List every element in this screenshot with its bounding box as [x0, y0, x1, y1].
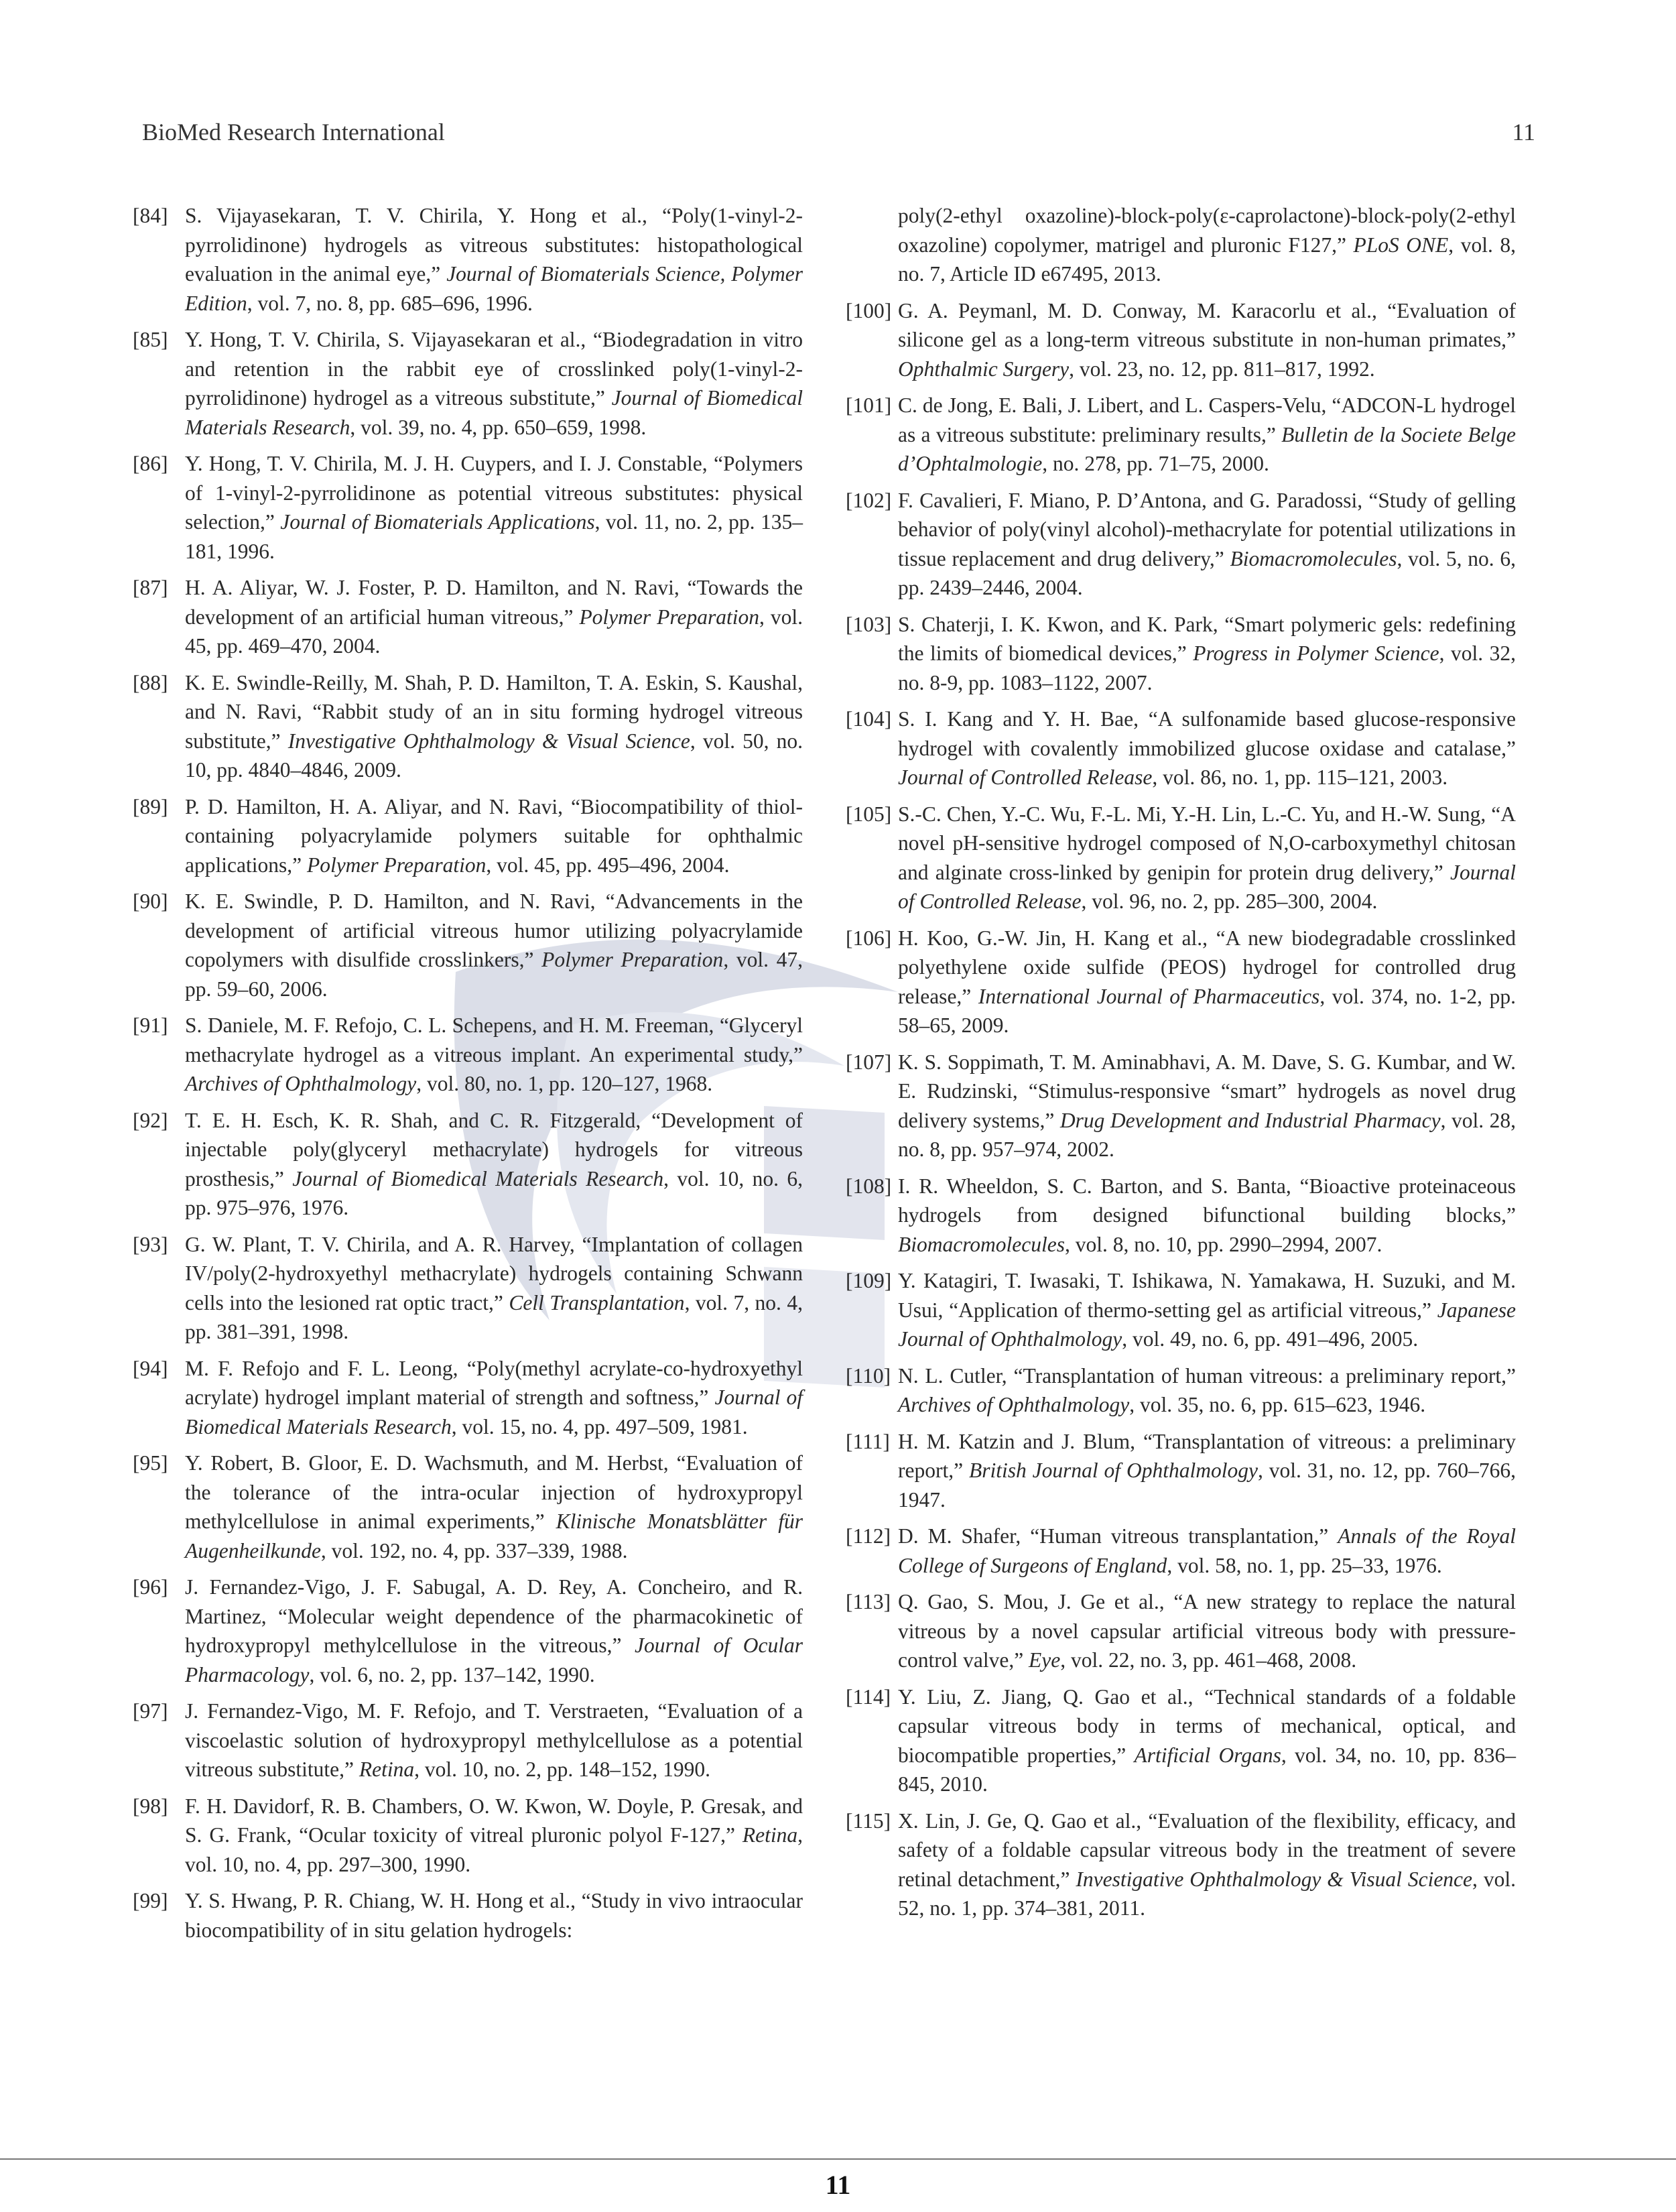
reference-title: “Biocompatibility of thiol-containing polyacrylamide polymers suitable for ophthalmic applications,”	[185, 794, 803, 877]
reference-title: “Application of thermo-setting gel as artificial vitreous,”	[949, 1298, 1437, 1322]
reference-number: [109]	[846, 1269, 892, 1292]
reference-details: , vol. 10, no. 4, pp. 297–300, 1990.	[185, 1823, 803, 1876]
reference-authors: G. W. Plant, T. V. Chirila, and A. R. Harvey,	[185, 1232, 582, 1256]
reference-title: “Transplantation of vitreous: a preliminary report,”	[898, 1429, 1517, 1482]
reference-details: , vol. 7, no. 4, pp. 381–391, 1998.	[185, 1290, 803, 1343]
reference-details: , vol. 86, no. 1, pp. 115–121, 2003.	[1152, 765, 1448, 789]
reference-title: “A sulfonamide based glucose-responsive hydrogel with covalently immobilized glucose oxidase and catalase,”	[898, 707, 1516, 760]
reference-source: Retina	[742, 1823, 798, 1847]
reference-details: , vol. 58, no. 1, pp. 25–33, 1976.	[1167, 1553, 1442, 1577]
reference-title: “A new biodegradable crosslinked polyethylene oxide sulfide (PEOS) hydrogel for controlled drug release,”	[898, 926, 1516, 1008]
reference-authors: T. E. H. Esch, K. R. Shah, and C. R. Fitzgerald,	[185, 1108, 652, 1132]
reference-source: Polymer Preparation	[579, 605, 759, 629]
reference-source: Biomacromolecules	[1230, 546, 1397, 570]
reference-title: “Bioactive proteinaceous hydrogels from designed bifunctional building blocks,”	[898, 1174, 1516, 1227]
reference-authors: H. A. Aliyar, W. J. Foster, P. D. Hamilton, and N. Ravi,	[185, 576, 688, 599]
reference-title: “Poly(1-vinyl-2-pyrrolidinone) hydrogels as vitreous substitutes: histopathological evaluation in the animal eye,”	[185, 204, 803, 286]
reference-title: “Evaluation of the tolerance of the intra-ocular injection of hydroxypropyl methylcellulose in animal experiments,”	[185, 1451, 803, 1533]
reference-authors: S. Chaterji, I. K. Kwon, and K. Park,	[898, 612, 1225, 636]
reference-source: Journal of Controlled Release	[898, 860, 1516, 913]
reference-entry	[846, 1427, 1516, 1515]
reference-source: International Journal of Pharmaceutics	[978, 984, 1320, 1008]
reference-details: , vol. 11, no. 2, pp. 135–181, 1996.	[185, 510, 803, 563]
reference-number: [110]	[846, 1363, 891, 1388]
reference-source: Investigative Ophthalmology & Visual Science	[287, 729, 690, 753]
reference-authors: Y. S. Hwang, P. R. Chiang, W. H. Hong et al.,	[185, 1889, 582, 1912]
reference-source: Investigative Ophthalmology & Visual Science	[1076, 1867, 1473, 1891]
reference-number: [101]	[846, 393, 892, 417]
reference-title: “Poly(methyl acrylate-co-hydroxyethyl acrylate) hydrogel implant material of strength and softness,”	[185, 1356, 803, 1409]
reference-number: [97]	[133, 1699, 168, 1723]
reference-number: [90]	[133, 889, 168, 913]
reference-details: , no. 278, pp. 71–75, 2000.	[1042, 452, 1269, 475]
reference-authors: P. D. Hamilton, H. A. Aliyar, and N. Ravi,	[185, 794, 571, 818]
reference-number: [103]	[846, 612, 892, 636]
reference-number: [100]	[846, 298, 892, 322]
reference-entry	[846, 486, 1516, 603]
reference-entry	[846, 391, 1516, 479]
reference-source: PLoS ONE	[1353, 233, 1449, 257]
reference-entry	[133, 1449, 803, 1565]
reference-entry	[133, 887, 803, 1003]
header-page-number: 11	[1512, 119, 1535, 145]
reference-authors: S. I. Kang and Y. H. Bae,	[898, 707, 1149, 731]
reference-authors: Y. Liu, Z. Jiang, Q. Gao et al.,	[898, 1684, 1205, 1709]
reference-entry	[846, 1361, 1516, 1420]
reference-authors: S.-C. Chen, Y.-C. Wu, F.-L. Mi, Y.-H. Lin, L.-C. Yu, and H.-W. Sung,	[898, 802, 1492, 826]
reference-title: “Evaluation of the flexibility, efficacy, and safety of a foldable capsular vitreous body in the treatment of severe retinal detachment,”	[898, 1808, 1516, 1891]
reference-title: “Ocular toxicity of vitreal pluronic polyol F-127,”	[299, 1823, 743, 1847]
reference-details: , vol. 28, no. 8, pp. 957–974, 2002.	[898, 1108, 1516, 1161]
reference-number: [94]	[133, 1356, 168, 1380]
reference-authors: H. Koo, G.-W. Jin, H. Kang et al.,	[898, 926, 1216, 950]
reference-number: [88]	[133, 670, 168, 694]
reference-entry	[133, 1011, 803, 1099]
reference-entry	[846, 800, 1516, 916]
reference-number: [95]	[133, 1451, 168, 1475]
reference-number: [104]	[846, 707, 892, 731]
reference-entry	[133, 1886, 803, 1945]
reference-number: [96]	[133, 1575, 168, 1599]
reference-entry	[133, 1354, 803, 1442]
reference-details: , vol. 23, no. 12, pp. 811–817, 1992.	[1069, 357, 1375, 381]
reference-source: Artificial Organs	[1134, 1743, 1281, 1767]
journal-name: BioMed Research International	[142, 119, 445, 145]
reference-title: “Study of gelling behavior of poly(vinyl alcohol)-methacrylate for potential utilizations in tissue replacement and drug delivery,”	[898, 488, 1516, 570]
reference-authors: F. H. Davidorf, R. B. Chambers, O. W. Kwon, W. Doyle, P. Gresak, and S. G. Frank,	[185, 1794, 803, 1847]
reference-source: Eye	[1029, 1648, 1061, 1672]
reference-authors: J. Fernandez-Vigo, M. F. Refojo, and T. Verstraeten,	[185, 1699, 658, 1723]
reference-number: [102]	[846, 488, 892, 512]
reference-number: [108]	[846, 1174, 892, 1198]
reference-number: [93]	[133, 1232, 168, 1256]
reference-details: , vol. 32, no. 8-9, pp. 1083–1122, 2007.	[898, 641, 1516, 694]
reference-details: , vol. 49, no. 6, pp. 491–496, 2005.	[1122, 1327, 1419, 1351]
reference-number: [92]	[133, 1108, 168, 1132]
reference-title: “Advancements in the development of artificial vitreous humor utilizing polyacrylamide copolymers with disulfide crosslinkers,”	[185, 889, 803, 971]
reference-details: , vol. 52, no. 1, pp. 374–381, 2011.	[898, 1867, 1516, 1920]
reference-entry	[846, 296, 1516, 384]
reference-number: [107]	[846, 1050, 892, 1074]
reference-details: , vol. 192, no. 4, pp. 337–339, 1988.	[320, 1538, 628, 1562]
reference-entry	[846, 1048, 1516, 1164]
reference-source: Japanese Journal of Ophthalmology	[898, 1298, 1516, 1351]
reference-details: , vol. 10, no. 6, pp. 975–976, 1976.	[185, 1166, 803, 1219]
reference-authors: K. E. Swindle-Reilly, M. Shah, P. D. Hamilton, T. A. Eskin, S. Kaushal, and N. Ravi,	[185, 670, 803, 723]
reference-number: [114]	[846, 1684, 891, 1709]
reference-authors: C. de Jong, E. Bali, J. Libert, and L. Caspers-Velu,	[898, 393, 1332, 417]
reference-source: Progress in Polymer Science	[1193, 641, 1439, 665]
running-header	[142, 118, 1535, 158]
reference-title: “ADCON-L hydrogel as a vitreous substitute: preliminary results,”	[898, 393, 1516, 446]
reference-authors: Y. Hong, T. V. Chirila, S. Vijayasekaran et al.,	[185, 328, 593, 351]
reference-number: [84]	[133, 204, 168, 227]
reference-entry	[133, 573, 803, 661]
reference-details: , vol. 6, no. 2, pp. 137–142, 1990.	[309, 1662, 595, 1686]
reference-authors: F. Cavalieri, F. Miano, P. D’Antona, and G. Paradossi,	[898, 488, 1369, 512]
reference-details: , vol. 45, pp. 469–470, 2004.	[185, 605, 803, 658]
reference-source: Annals of the Royal College of Surgeons of England	[898, 1524, 1516, 1577]
reference-title: “Towards the development of an artificial human vitreous,”	[185, 576, 803, 629]
reference-number: [113]	[846, 1590, 891, 1613]
reference-source: Polymer Preparation	[306, 853, 487, 877]
reference-title: “Glyceryl methacrylate hydrogel as a vitreous implant. An experimental study,”	[185, 1013, 803, 1066]
footer-page-number: 11	[825, 2170, 851, 2200]
reference-entry	[846, 201, 1516, 289]
reference-authors: M. F. Refojo and F. L. Leong,	[185, 1356, 467, 1380]
reference-authors: G. A. Peymanl, M. D. Conway, M. Karacorlu et al.,	[898, 298, 1388, 322]
reference-source: Ophthalmic Surgery	[898, 357, 1070, 381]
reference-entry	[133, 1106, 803, 1223]
reference-details: , vol. 7, no. 8, pp. 685–696, 1996.	[247, 291, 533, 315]
reference-title: “A novel pH-sensitive hydrogel composed of N,O-carboxymethyl chitosan and alginate cross-linked by genipin for protein drug delivery,”	[898, 802, 1516, 884]
reference-details: , vol. 39, no. 4, pp. 650–659, 1998.	[350, 415, 647, 439]
reference-entry	[133, 1230, 803, 1347]
reference-source: Journal of Ocular Pharmacology	[185, 1634, 803, 1686]
reference-source: Bulletin de la Societe Belge d’Ophtalmologie	[898, 422, 1516, 475]
reference-source: Journal of Biomedical Materials Research	[292, 1166, 664, 1190]
reference-source: Polymer Preparation	[541, 948, 724, 971]
reference-details: , vol. 80, no. 1, pp. 120–127, 1968.	[416, 1072, 713, 1095]
reference-source: Journal of Biomaterials Science, Polymer Edition	[185, 262, 803, 315]
reference-authors: D. M. Shafer,	[898, 1524, 1031, 1548]
reference-details: , vol. 374, no. 1-2, pp. 58–65, 2009.	[898, 984, 1517, 1037]
reference-source: Journal of Biomaterials Applications	[280, 510, 595, 534]
reference-authors: J. Fernandez-Vigo, J. F. Sabugal, A. D. Rey, A. Concheiro, and R. Martinez,	[185, 1575, 803, 1628]
references-right-column	[846, 201, 1516, 1930]
reference-source: Journal of Controlled Release	[898, 765, 1153, 789]
reference-authors: K. E. Swindle, P. D. Hamilton, and N. Ravi,	[185, 889, 606, 913]
reference-number: [87]	[133, 576, 168, 599]
reference-authors: Y. Katagiri, T. Iwasaki, T. Ishikawa, N. Yamakawa, H. Suzuki, and M. Usui,	[898, 1269, 1516, 1322]
reference-number: [112]	[846, 1524, 891, 1548]
reference-authors: X. Lin, J. Ge, Q. Gao et al.,	[898, 1808, 1149, 1833]
reference-entry	[846, 1172, 1516, 1259]
reference-title: “Technical standards of a foldable capsular vitreous body in terms of mechanical, optical, and biocompatible properties,”	[898, 1684, 1516, 1767]
reference-entry	[133, 1792, 803, 1880]
reference-title: “Study in vivo intraocular biocompatibility of in situ gelation hydrogels:	[185, 1889, 803, 1942]
reference-source: Archives of Ophthalmology	[898, 1393, 1130, 1416]
reference-source: Drug Development and Industrial Pharmacy	[1059, 1108, 1441, 1132]
reference-source: Klinische Monatsblätter für Augenheilkunde	[185, 1510, 803, 1562]
references-left-column	[133, 201, 803, 1952]
reference-authors: Q. Gao, S. Mou, J. Ge et al.,	[898, 1590, 1174, 1613]
reference-title: “Evaluation of silicone gel as a long-term vitreous substitute in non-human primates,”	[898, 298, 1517, 351]
reference-entry	[846, 1682, 1516, 1799]
reference-details: , vol. 15, no. 4, pp. 497–509, 1981.	[451, 1414, 748, 1438]
reference-details: , vol. 50, no. 10, pp. 4840–4846, 2009.	[185, 729, 803, 782]
reference-details: , vol. 8, no. 10, pp. 2990–2994, 2007.	[1065, 1232, 1382, 1256]
reference-entry	[846, 1266, 1516, 1354]
reference-entry	[846, 1587, 1516, 1675]
reference-details: , vol. 5, no. 6, pp. 2439–2446, 2004.	[898, 546, 1516, 599]
reference-title: “Development of injectable poly(glyceryl methacrylate) hydrogels for vitreous prosthesis,”	[185, 1108, 803, 1190]
reference-title: “Smart polymeric gels: redefining the limits of biomedical devices,”	[898, 612, 1516, 665]
reference-details: , vol. 31, no. 12, pp. 760–766, 1947.	[898, 1459, 1516, 1512]
reference-authors: Y. Robert, B. Gloor, E. D. Wachsmuth, and M. Herbst,	[185, 1451, 677, 1475]
reference-title: “A new strategy to replace the natural vitreous by a novel capsular artificial vitreous body with pressure-control valve,”	[898, 1590, 1516, 1672]
reference-title: “Stimulus-responsive “smart” hydrogels as novel drug delivery systems,”	[898, 1079, 1516, 1132]
reference-number: [91]	[133, 1013, 168, 1037]
reference-number: [98]	[133, 1794, 168, 1818]
reference-entry	[133, 668, 803, 785]
footer-rule	[0, 2158, 1676, 2160]
reference-source: Retina	[359, 1758, 415, 1781]
reference-entry	[133, 201, 803, 318]
reference-authors: K. S. Soppimath, T. M. Aminabhavi, A. M. Dave, S. G. Kumbar, and W. E. Rudzinski,	[898, 1050, 1516, 1103]
reference-title: “Biodegradation in vitro and retention in the rabbit eye of crosslinked poly(1-vinyl-2-pyrrolidinone) hydrogel as a vitreous substitute,”	[185, 328, 803, 410]
reference-entry	[846, 610, 1516, 698]
reference-number: [111]	[846, 1429, 890, 1453]
reference-number: [106]	[846, 926, 892, 950]
reference-details: , vol. 96, no. 2, pp. 285–300, 2004.	[1081, 889, 1378, 913]
reference-authors: Y. Hong, T. V. Chirila, M. J. H. Cuypers, and I. J. Constable,	[185, 452, 714, 475]
reference-source: Journal of Biomedical Materials Research	[185, 386, 803, 439]
reference-authors: S. Daniele, M. F. Refojo, C. L. Schepens, and H. M. Freeman,	[185, 1013, 720, 1037]
reference-source: Journal of Biomedical Materials Research	[185, 1386, 803, 1438]
reference-authors: S. Vijayasekaran, T. V. Chirila, Y. Hong et al.,	[185, 204, 663, 227]
reference-entry	[133, 792, 803, 880]
reference-entry	[133, 1697, 803, 1784]
reference-details: , vol. 22, no. 3, pp. 461–468, 2008.	[1060, 1648, 1357, 1672]
reference-details: , vol. 34, no. 10, pp. 836–845, 2010.	[898, 1743, 1516, 1796]
reference-authors: H. M. Katzin and J. Blum,	[898, 1429, 1144, 1453]
reference-entry	[846, 1806, 1516, 1923]
reference-title: “Polymers of 1-vinyl-2-pyrrolidinone as potential vitreous substitutes: physical selection,”	[185, 452, 803, 534]
reference-details: , vol. 8, no. 7, Article ID e67495, 2013.	[898, 233, 1516, 286]
reference-details: , vol. 45, pp. 495–496, 2004.	[486, 853, 730, 877]
reference-source: Biomacromolecules	[898, 1232, 1066, 1256]
reference-details: , vol. 35, no. 6, pp. 615–623, 1946.	[1129, 1393, 1426, 1416]
reference-source: British Journal of Ophthalmology	[968, 1459, 1258, 1482]
reference-title: “Rabbit study of an in situ forming hydrogel vitreous substitute,”	[185, 700, 803, 753]
reference-entry	[846, 924, 1516, 1040]
reference-title: “Transplantation of human vitreous: a preliminary report,”	[1013, 1363, 1516, 1388]
reference-number: [86]	[133, 452, 168, 475]
reference-number: [99]	[133, 1889, 168, 1912]
reference-number: [115]	[846, 1808, 891, 1833]
reference-title: “Implantation of collagen IV/poly(2-hydroxyethyl methacrylate) hydrogels containing Schwann cells into the lesioned rat optic tract,”	[185, 1232, 803, 1314]
reference-entry	[133, 325, 803, 442]
reference-source: Cell Transplantation	[509, 1290, 685, 1314]
reference-title: “Molecular weight dependence of the pharmacokinetic of hydroxypropyl methylcellulose in the vitreous,”	[185, 1604, 803, 1657]
reference-authors: I. R. Wheeldon, S. C. Barton, and S. Banta,	[898, 1174, 1300, 1198]
reference-entry	[846, 704, 1516, 792]
reference-entry	[133, 449, 803, 566]
reference-source: Archives of Ophthalmology	[185, 1072, 417, 1095]
reference-details: , vol. 10, no. 2, pp. 148–152, 1990.	[414, 1758, 710, 1781]
reference-details: , vol. 47, pp. 59–60, 2006.	[185, 948, 803, 1001]
reference-entry	[846, 1522, 1516, 1580]
reference-number: [85]	[133, 328, 168, 351]
reference-authors: N. L. Cutler,	[898, 1363, 1014, 1388]
reference-title: “Evaluation of a viscoelastic solution of hydroxypropyl methylcellulose as a potential vitreous substitute,”	[185, 1699, 803, 1781]
reference-title: “Human vitreous transplantation,”	[1030, 1524, 1338, 1548]
reference-number: [105]	[846, 802, 892, 826]
reference-entry	[133, 1573, 803, 1689]
reference-title: poly(2-ethyl oxazoline)-block-poly(ε-caprolactone)-block-poly(2-ethyl oxazoline) copolymer, matrigel and pluronic F127,”	[898, 204, 1516, 257]
reference-number: [89]	[133, 794, 168, 818]
